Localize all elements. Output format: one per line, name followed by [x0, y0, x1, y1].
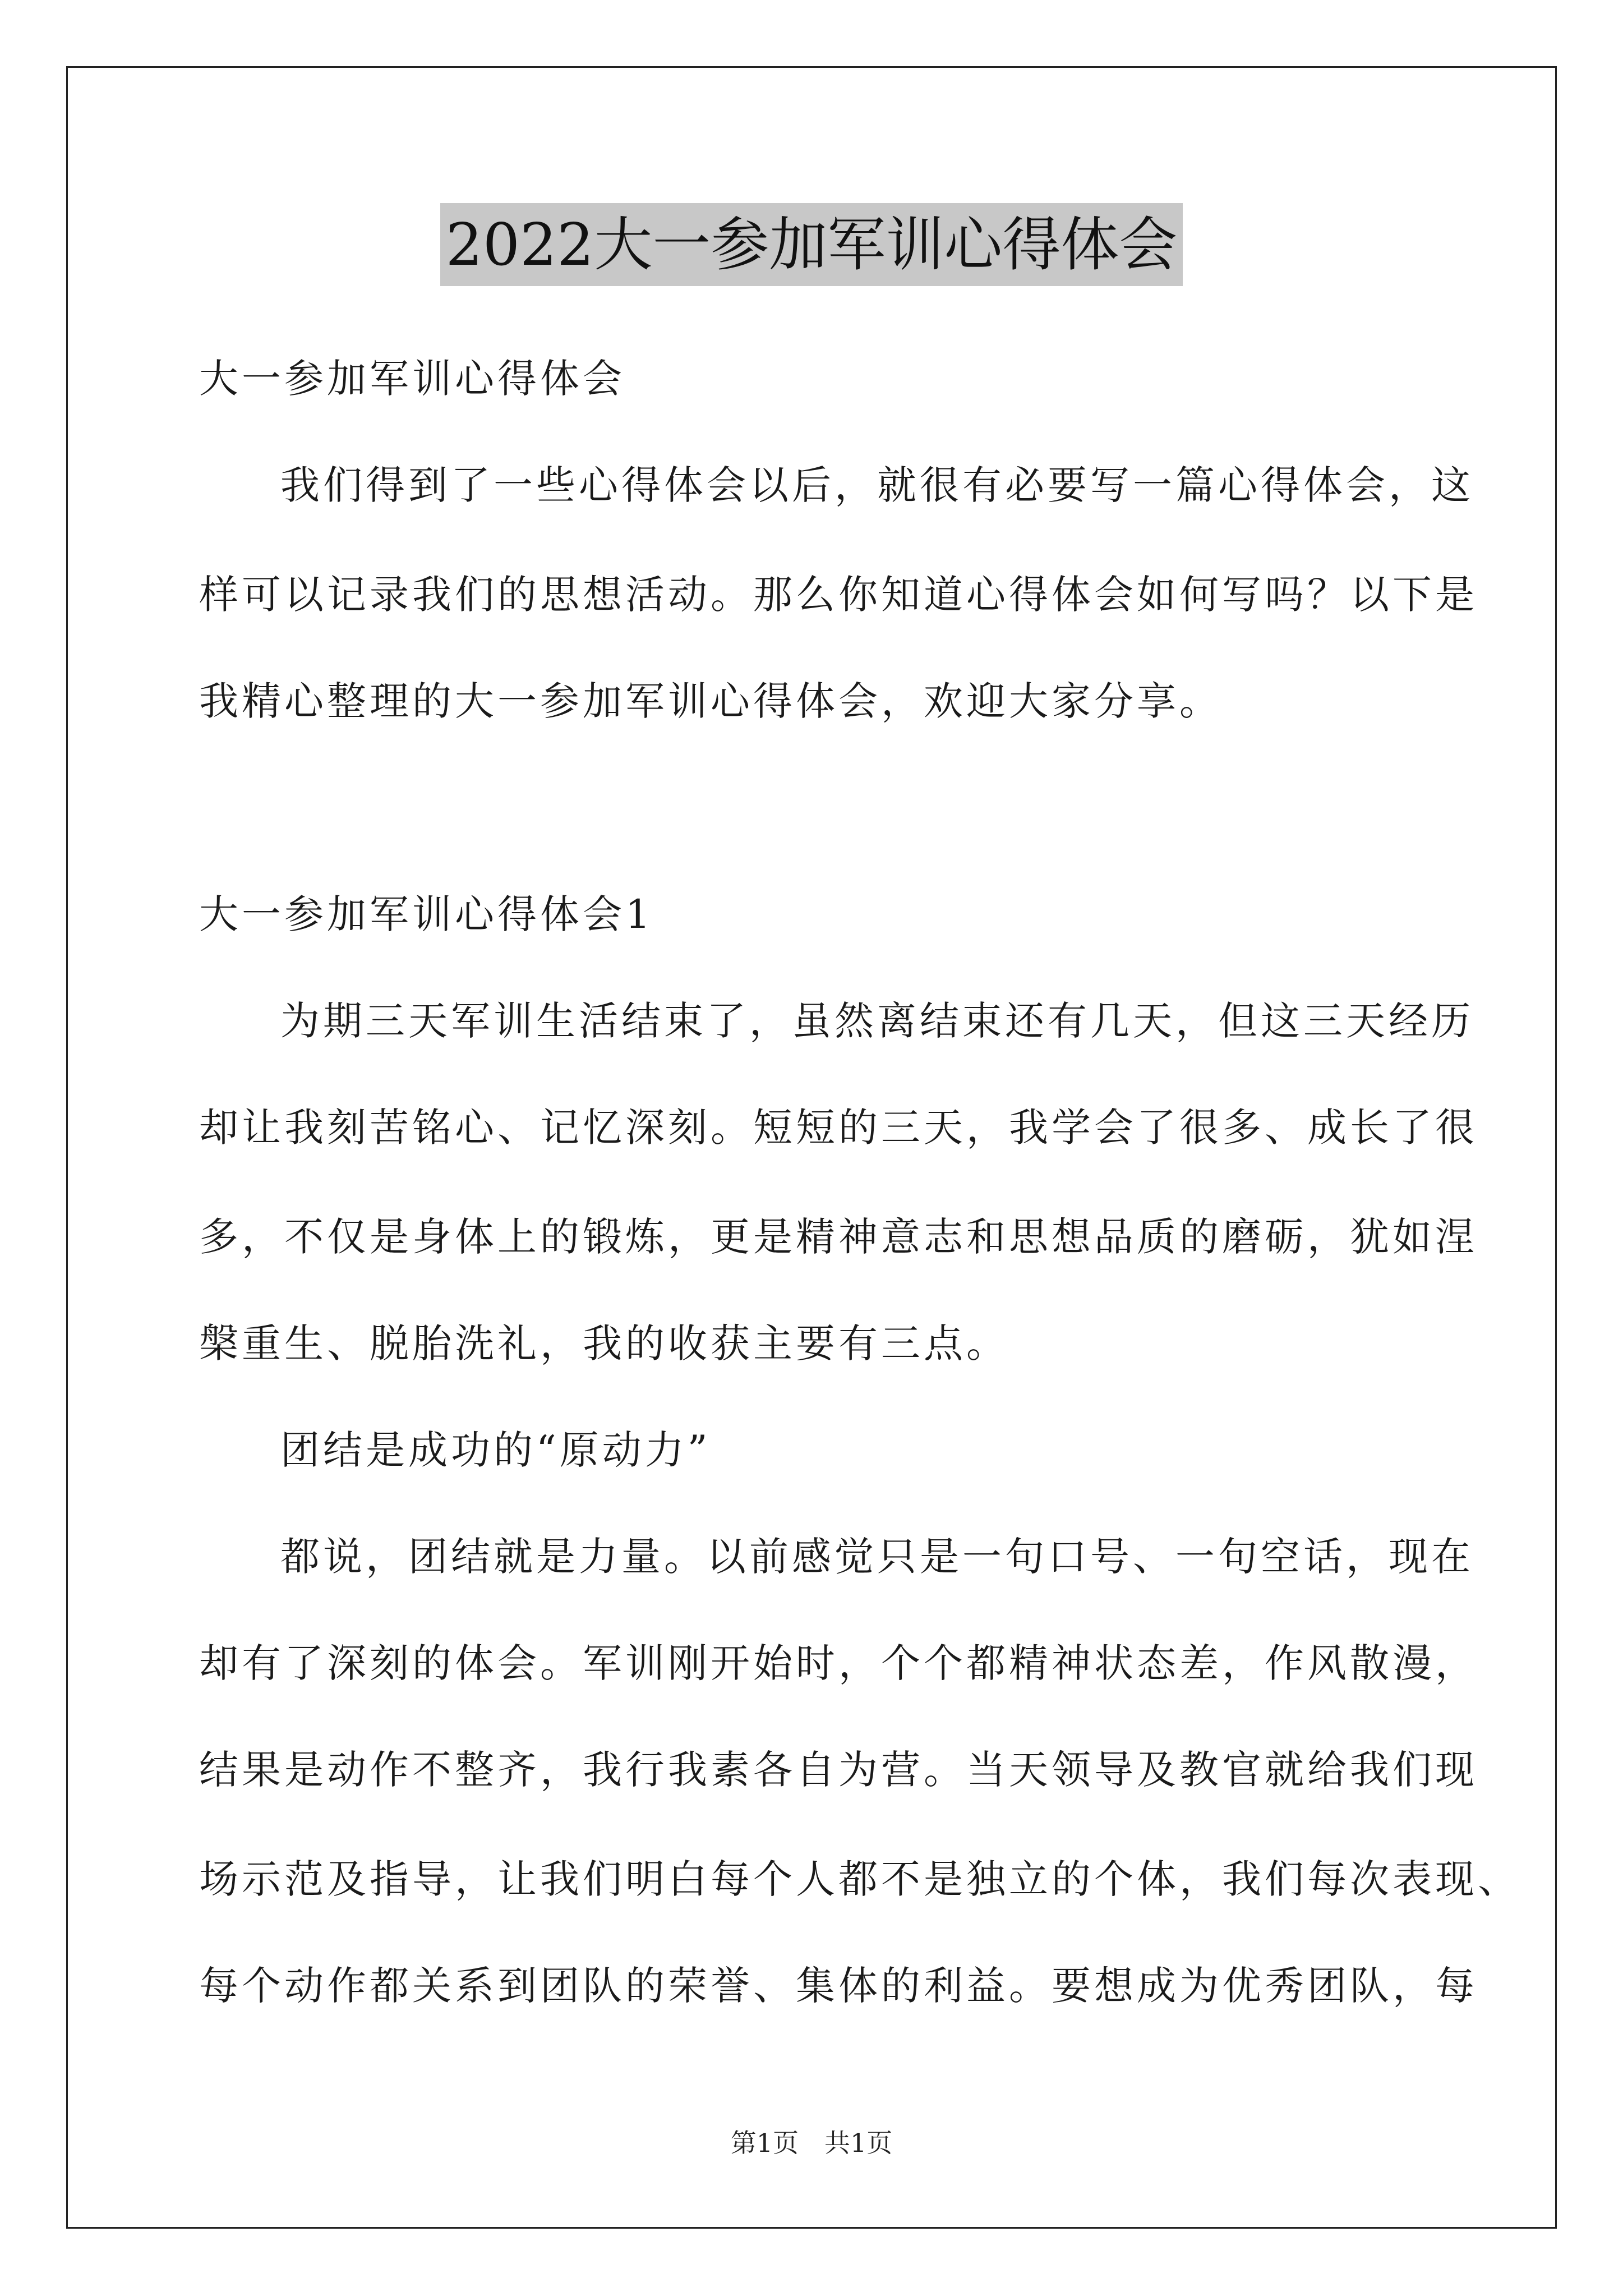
paragraph-line: 槃重生、脱胎洗礼，我的收获主要有三点。	[199, 1320, 1009, 1366]
title-container	[0, 203, 1623, 286]
paragraph-line: 每个动作都关系到团队的荣誉、集体的利益。要想成为优秀团队，每	[199, 1963, 1478, 2009]
paragraph-line: 却让我刻苦铭心、记忆深刻。短短的三天，我学会了很多、成长了很	[199, 1105, 1478, 1151]
document-title: 2022大一参加军训心得体会	[440, 203, 1183, 286]
paragraph-line: 我精心整理的大一参加军训心得体会，欢迎大家分享。	[199, 678, 1222, 724]
paragraph-line: 为期三天军训生活结束了，虽然离结束还有几天，但这三天经历	[280, 998, 1474, 1044]
paragraph-line: 结果是动作不整齐，我行我素各自为营。当天领导及教官就给我们现	[199, 1747, 1478, 1793]
paragraph-line: 都说，团结就是力量。以前感觉只是一句口号、一句空话，现在	[280, 1534, 1474, 1580]
paragraph-line: 却有了深刻的体会。军训刚开始时，个个都精神状态差，作风散漫，	[199, 1640, 1478, 1686]
page-footer: 第1页 共1页	[730, 2128, 893, 2158]
section-heading: 大一参加军训心得体会1	[199, 891, 654, 937]
paragraph-line: 样可以记录我们的思想活动。那么你知道心得体会如何写吗？以下是	[199, 572, 1478, 618]
paragraph-line: 多，不仅是身体上的锻炼，更是精神意志和思想品质的磨砺，犹如涅	[199, 1214, 1478, 1260]
paragraph-line: 场示范及指导，让我们明白每个人都不是独立的个体，我们每次表现、	[199, 1856, 1520, 1902]
paragraph-line: 我们得到了一些心得体会以后，就很有必要写一篇心得体会，这	[280, 462, 1474, 508]
section-heading: 大一参加军训心得体会	[199, 356, 625, 402]
subheading: 团结是成功的“原动力”	[280, 1427, 711, 1473]
